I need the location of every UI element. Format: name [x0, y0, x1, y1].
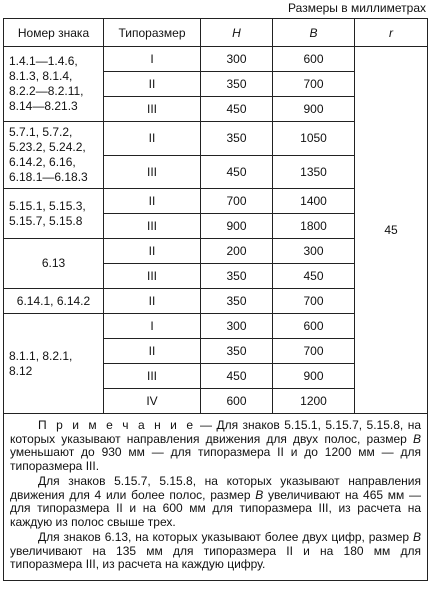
b-cell: 1400 — [273, 189, 355, 214]
h-cell: 900 — [201, 214, 273, 239]
note-cell — [4, 414, 428, 581]
h-cell: 350 — [201, 339, 273, 364]
sign-number-cell — [4, 47, 104, 122]
type-size-cell: II — [104, 339, 201, 364]
b-cell: 700 — [273, 339, 355, 364]
type-size-cell: III — [104, 97, 201, 122]
type-size-cell: II — [104, 289, 201, 314]
h-cell: 350 — [201, 289, 273, 314]
sign-number-cell — [4, 239, 104, 289]
r-value-cell: 45 — [355, 47, 428, 414]
sign-sizes-table — [3, 18, 428, 581]
sign-number-line: 8.1.3, 8.1.4, — [9, 69, 73, 83]
b-cell: 900 — [273, 364, 355, 389]
type-size-cell: II — [104, 122, 201, 156]
type-size-cell: III — [104, 264, 201, 289]
h-cell: 200 — [201, 239, 273, 264]
h-cell: 450 — [201, 155, 273, 189]
table-header-row — [4, 19, 428, 47]
type-size-cell: I — [104, 47, 201, 72]
b-cell: 1200 — [273, 389, 355, 414]
header-r: r — [355, 19, 428, 47]
sign-number-cell — [4, 314, 104, 414]
sign-number-line: 6.14.2, 6.16, — [9, 155, 76, 169]
sign-number-line: 5.15.7, 5.15.8 — [9, 213, 83, 228]
type-size-cell: I — [104, 314, 201, 339]
sign-number-cell — [4, 122, 104, 189]
sign-number-cell — [4, 289, 104, 314]
h-cell: 600 — [201, 389, 273, 414]
note-row — [4, 414, 428, 581]
h-cell: 350 — [201, 264, 273, 289]
note-paragraph-1: П р и м е ч а н и е — Для знаков 5.15.1, 5.15.7, 5.15.8, на которых указывают направления движения для двух полос, размер B уменьшают до 930 мм — для типоразмера II и до 1200 мм — для типоразмера III. — [10, 418, 421, 473]
b-cell: 600 — [273, 47, 355, 72]
b-cell: 600 — [273, 314, 355, 339]
note-paragraph-3: Для знаков 6.13, на которых указывают более двух цифр, размер B увеличивают на 135 мм для типоразмера II и на 180 мм для типоразмера III, из расчета на каждую цифру. — [10, 530, 421, 571]
sign-number-line: 5.7.1, 5.7.2, — [9, 125, 73, 139]
type-size-cell: III — [104, 364, 201, 389]
h-cell: 350 — [201, 72, 273, 97]
header-type-size: Типоразмер — [104, 19, 201, 47]
type-size-cell: II — [104, 239, 201, 264]
h-cell: 450 — [201, 97, 273, 122]
b-cell: 1050 — [273, 122, 355, 156]
table-row — [4, 47, 428, 72]
sign-number-line: 1.4.1—1.4.6, — [9, 54, 78, 68]
sign-number-line: 8.2.2—8.2.11, — [9, 84, 84, 98]
b-cell: 450 — [273, 264, 355, 289]
h-cell: 300 — [201, 314, 273, 339]
sign-number-line: 6.18.1—6.18.3 — [9, 170, 88, 184]
sign-number-line: 8.12 — [9, 363, 33, 378]
type-size-cell: III — [104, 214, 201, 239]
sign-number-line: 6.14.1, 6.14.2 — [16, 293, 91, 308]
sign-number-line: 6.13 — [41, 256, 66, 270]
sign-number-line: 8.14—8.21.3 — [9, 99, 78, 113]
b-cell: 300 — [273, 239, 355, 264]
units-caption: Размеры в миллиметрах — [288, 1, 426, 15]
sign-number-line: 5.15.1, 5.15.3, — [9, 198, 86, 213]
b-cell: 700 — [273, 72, 355, 97]
header-b: B — [273, 19, 355, 47]
b-cell: 1800 — [273, 214, 355, 239]
note-paragraph-2: Для знаков 5.15.7, 5.15.8, на которых указывают направления движения для 4 или более полос, размер B увеличивают на 465 мм — для типоразмера II и на 600 мм для типоразмера III, из расчета на каждую из полос свыше трех. — [10, 474, 421, 529]
sign-number-line: 5.23.2, 5.24.2, — [9, 140, 86, 154]
header-sign-number: Номер знака — [4, 19, 104, 47]
note-label: П р и м е ч а н и е — [38, 418, 196, 432]
b-cell: 1350 — [273, 155, 355, 189]
type-size-cell: II — [104, 189, 201, 214]
sign-number-cell — [4, 189, 104, 239]
h-cell: 300 — [201, 47, 273, 72]
type-size-cell: II — [104, 72, 201, 97]
h-cell: 450 — [201, 364, 273, 389]
type-size-cell: IV — [104, 389, 201, 414]
b-cell: 900 — [273, 97, 355, 122]
sign-number-line: 8.1.1, 8.2.1, — [9, 348, 73, 363]
b-cell: 700 — [273, 289, 355, 314]
h-cell: 350 — [201, 122, 273, 156]
type-size-cell: III — [104, 155, 201, 189]
header-h: H — [201, 19, 273, 47]
h-cell: 700 — [201, 189, 273, 214]
